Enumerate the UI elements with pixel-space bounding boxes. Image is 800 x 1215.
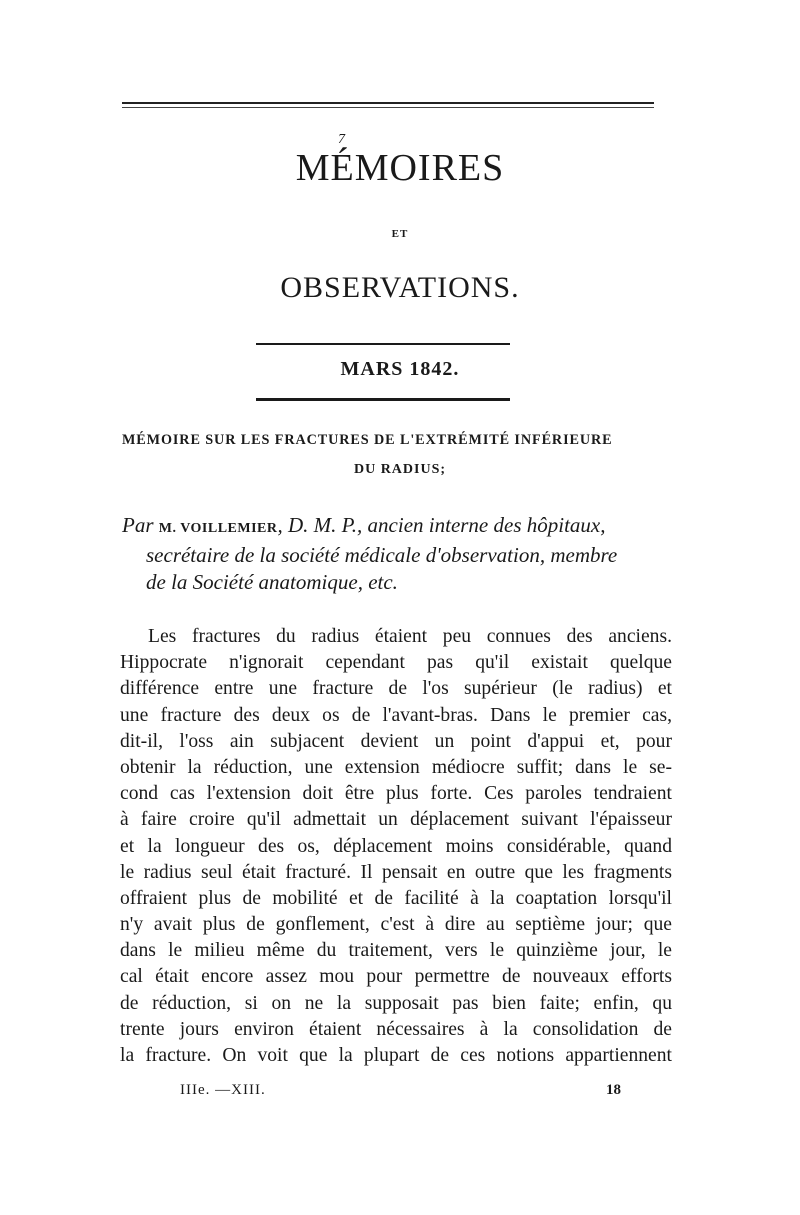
top-rule-thin (122, 107, 654, 108)
byline-line1 (122, 512, 670, 542)
date-rule-top (256, 343, 510, 345)
footer-signature: IIIe. —XIII. (180, 1082, 266, 1098)
body-line: dit-il, l'oss ain subjacent devient un point d'appui et, pour (120, 730, 672, 752)
body-line: et la longueur des os, déplacement moins considérable, quand (120, 835, 672, 857)
body-line: cal était encore assez mou pour permettre de nouveaux efforts (120, 966, 672, 988)
byline-line3: de la Société anatomique, etc. (146, 570, 398, 594)
section-title-main: MÉMOIRES (295, 147, 505, 189)
body-line: une fracture des deux os de l'avant-bras. Dans le premier cas, (120, 704, 672, 726)
body-line: la fracture. On voit que la plupart de ces notions appartiennent (120, 1045, 672, 1066)
byline-credentials: , D. M. P., ancien interne des hôpitaux, (277, 513, 606, 537)
body-line: trente jours environ étaient nécessaires à la consolidation de (120, 1018, 672, 1040)
body-line: n'y avait plus de gonflement, c'est à dire au septième jour; que (120, 914, 672, 936)
article-body (120, 624, 672, 1069)
top-rule (122, 102, 654, 104)
body-line: offraient plus de mobilité et de facilité à la coaptation lorsqu'il (120, 887, 672, 909)
article-title-line2: DU RADIUS; (353, 462, 447, 477)
body-line: dans le milieu même du traitement, vers le quinzième jour, le (120, 940, 672, 962)
byline-prefix: Par (122, 513, 154, 537)
signature-mark: 7 (338, 132, 345, 147)
date-rule-bottom (256, 398, 510, 401)
body-line: Les fractures du radius étaient peu connues des anciens. (148, 626, 672, 647)
section-title-conjunction: ET (391, 228, 409, 240)
body-line: Hippocrate n'ignorait cependant pas qu'il existait quelque (120, 652, 672, 674)
body-line: de réduction, si on ne la supposait pas bien faite; enfin, qu (120, 992, 672, 1014)
section-title-sub: OBSERVATIONS. (280, 271, 520, 304)
byline-line2: secrétaire de la société médicale d'observation, membre (146, 543, 618, 567)
body-line: à faire croire qu'il admettait un déplacement suivant l'épaisseur (120, 809, 672, 831)
article-byline (122, 512, 670, 596)
article-title-line1: MÉMOIRE SUR LES FRACTURES DE L'EXTRÉMITÉ INFÉRIEURE (122, 432, 613, 448)
body-line: cond cas l'extension doit être plus forte. Ces paroles tendraient (120, 783, 672, 805)
body-line: obtenir la réduction, une extension médiocre suffit; dans le se- (120, 756, 672, 778)
body-line: le radius seul était fracturé. Il pensait en outre que les fragments (120, 861, 672, 883)
body-line: différence entre une fracture de l'os supérieur (le radius) et (120, 678, 672, 700)
page-number: 18 (606, 1082, 621, 1098)
byline-author: M. VOILLEMIER (158, 521, 278, 536)
issue-date: MARS 1842. (340, 358, 460, 380)
